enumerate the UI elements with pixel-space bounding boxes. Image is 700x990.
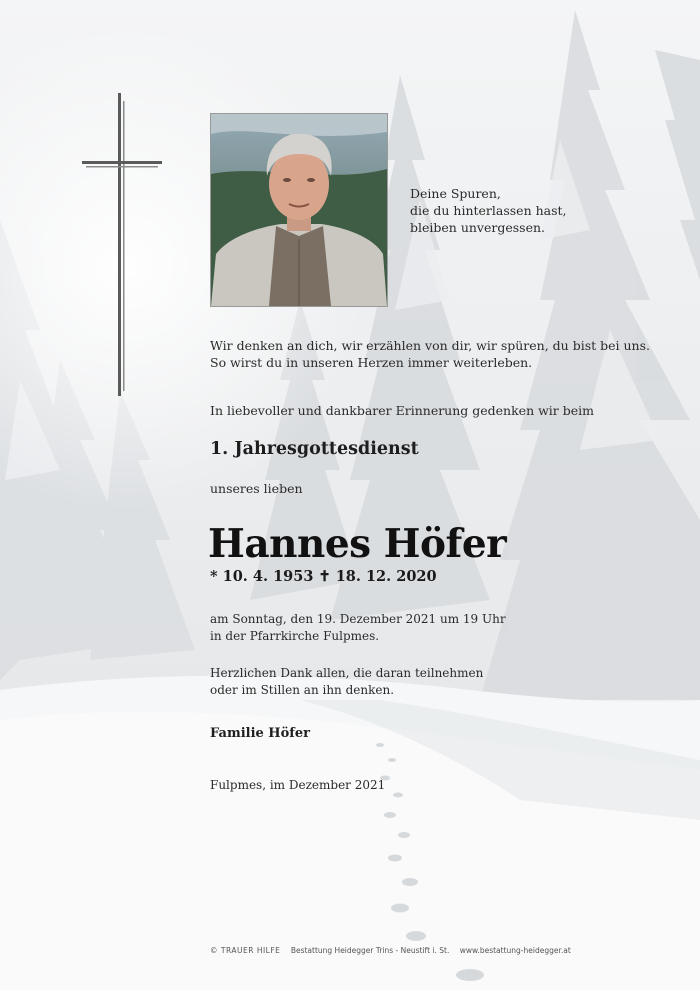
ceremony-details (210, 611, 506, 645)
footer-company: Bestattung Heidegger Trins - Neustift i. St. (290, 946, 450, 955)
portrait-photo (210, 113, 388, 307)
quote-line: Deine Spuren, (410, 186, 501, 201)
family-signature: Familie Höfer (210, 726, 310, 741)
footer-brand: © TRAUER HILFE (210, 946, 281, 955)
cross-icon (82, 93, 162, 396)
life-dates: * 10. 4. 1953 ✝ 18. 12. 2020 (210, 568, 437, 585)
ceremony-line: in der Pfarrkirche Fulpmes. (210, 629, 380, 643)
thanks-line: oder im Stillen an ihn denken. (210, 683, 395, 697)
quote-line: die du hinterlassen hast, (410, 203, 567, 218)
verse-line: Wir denken an dich, wir erzählen von dir, wir spüren, du bist bei uns. (210, 338, 650, 353)
footer-website-link[interactable]: www.bestattung-heidegger.at (459, 946, 571, 955)
intro-text: In liebevoller und dankbarer Erinnerung gedenken wir beim (210, 403, 595, 418)
our-beloved-text: unseres lieben (210, 481, 303, 496)
quote-line: bleiben unvergessen. (410, 220, 546, 235)
quote-block (410, 185, 567, 236)
deceased-name: Hannes Höfer (208, 521, 507, 567)
occasion-heading: 1. Jahresgottesdienst (210, 439, 419, 459)
verse-line: So wirst du in unseren Herzen immer weiterleben. (210, 355, 533, 370)
place-date: Fulpmes, im Dezember 2021 (210, 778, 386, 792)
thanks-block (210, 665, 483, 699)
footer (210, 946, 579, 955)
verse-block (210, 337, 650, 371)
ceremony-line: am Sonntag, den 19. Dezember 2021 um 19 Uhr (210, 612, 506, 626)
thanks-line: Herzlichen Dank allen, die daran teilnehmen (210, 666, 484, 680)
